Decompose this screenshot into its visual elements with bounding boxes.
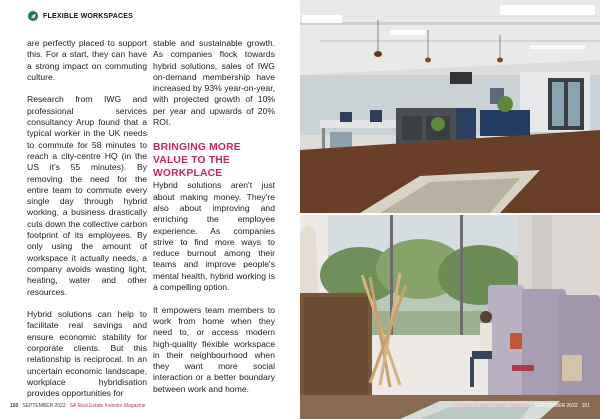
- issue-date: SEPTEMBER 2022: [534, 403, 578, 409]
- footer-right: [454, 403, 590, 409]
- text-column-right: [153, 38, 275, 406]
- footer-left: [10, 403, 146, 409]
- paragraph: Hybrid solutions can help to facilitate real savings and ensure economic stability for corporate clients. But this relationship is reciprocal. In an uncertain economic landscape, workplace hybridisation provides opportunities for: [27, 309, 147, 399]
- issue-date: SEPTEMBER 2022: [22, 403, 66, 409]
- subheading: BRINGING MORE VALUE TO THE WORKPLACE: [153, 142, 241, 180]
- office-photo-open-plan: [300, 0, 600, 213]
- publication-name: SA Real Estate Investor Magazine: [69, 403, 146, 409]
- text-column-left: [27, 38, 147, 411]
- paragraph: Research from IWG and professional services consultancy Arup found that a typical worker in the UK needs to commute for 58 minutes to reach a city-centre HQ (in the US it's 55 minutes). By removing the need for the entire team to commute every single day through hybrid working, a business drastically cuts down the collective carbon footprint of its employees. By only using the amount of workspace it actually needs, a company avoids wasting light, heating, water and other resources.: [27, 94, 147, 297]
- section-header: [28, 9, 133, 23]
- leaf-icon: [28, 11, 38, 21]
- paragraph: It empowers team members to work from home when they need to, or access modern high-quality flexible workspace in their neighbourhood when they want more social interaction or a better boundary between work and home.: [153, 304, 275, 394]
- office-photo-lounge: [300, 215, 600, 419]
- paragraph: Hybrid solutions aren't just about making money. They're also about improving and enriching the employee experience. As companies strive to find more ways to reduce burnout among their teams and improve people's mental health, hybrid working is a compelling option.: [153, 180, 275, 293]
- section-title: FLEXIBLE WORKSPACES: [43, 12, 134, 20]
- paragraph: are perfectly placed to support this. For a start, they can have a strong impact on commuting culture.: [27, 38, 147, 82]
- publication-name: SA Real Estate Investor Magazine: [454, 403, 531, 409]
- paragraph: stable and sustainable growth. As companies flock towards hybrid solutions, sales of IWG on-demand membership have increased by 93% year-on-year, with projected growth of 10% per year and upwards of 20% ROI.: [153, 38, 275, 128]
- page-number: 151: [581, 403, 590, 409]
- page-number: 150: [10, 403, 19, 409]
